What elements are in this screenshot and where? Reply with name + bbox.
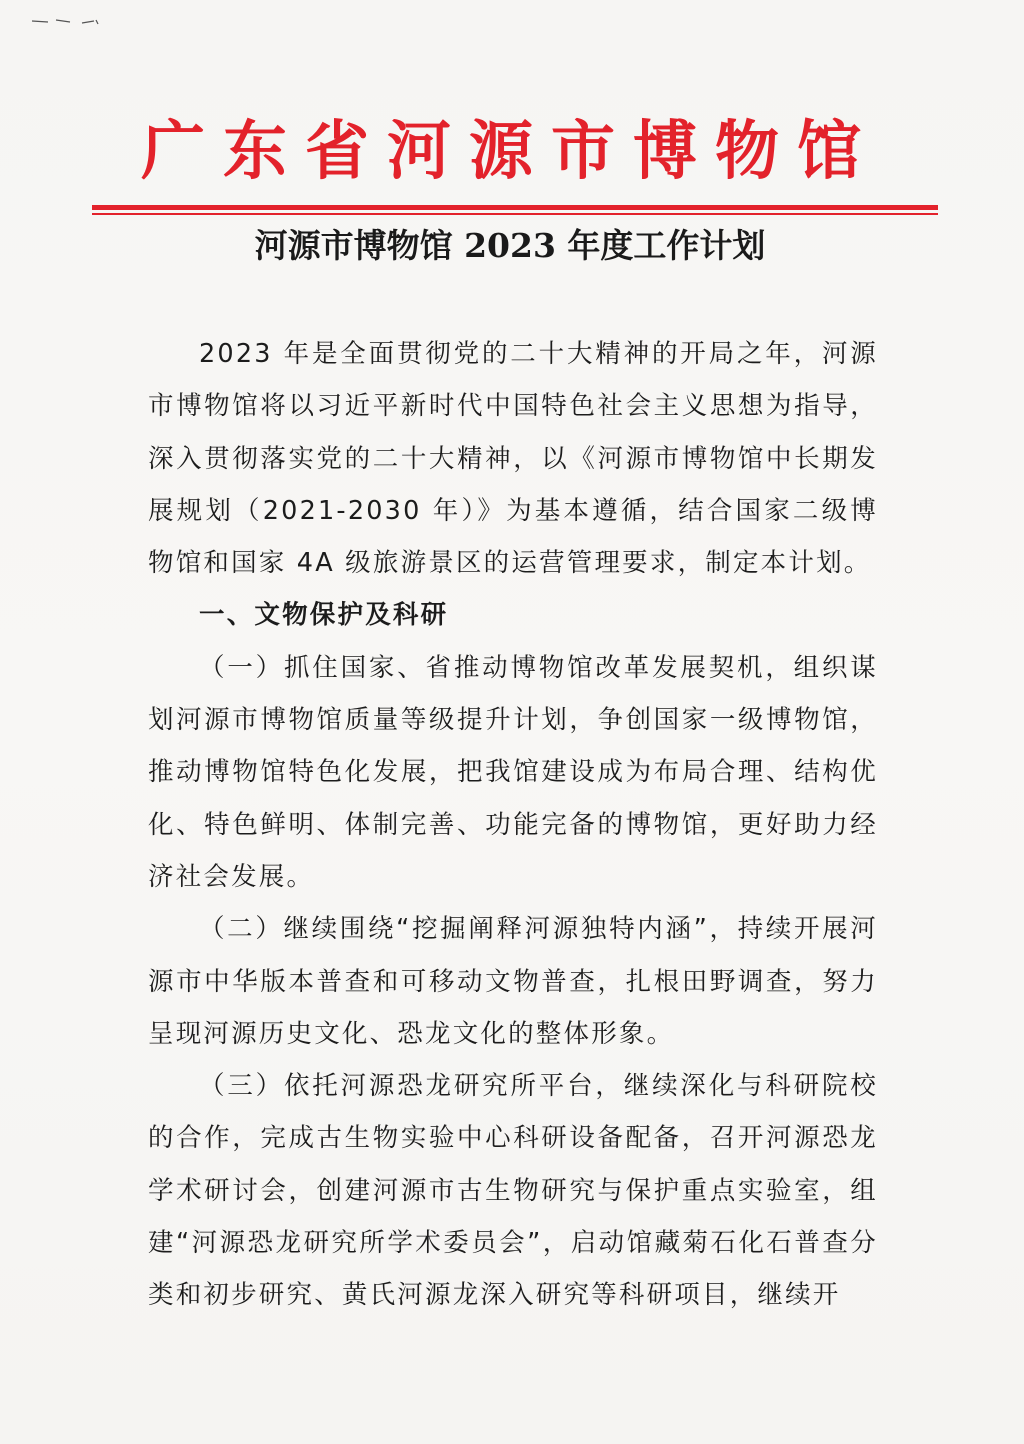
intro-paragraph: 2023 年是全面贯彻党的二十大精神的开局之年，河源市博物馆将以习近平新时代中国特色社会主义思想为指导，深入贯彻落实党的二十大精神，以《河源市博物馆中长期发展规划（2021-2030 年）》为基本遵循，结合国家二级博物馆和国家 4A 级旅游景区的运营管理要求，制定本计划。 xyxy=(148,339,878,579)
document-title: 河源市博物馆 2023 年度工作计划 xyxy=(254,226,766,265)
masthead-org-name: 广东省河源市博物馆 xyxy=(141,114,879,189)
item-paragraph-1: （一）抓住国家、省推动博物馆改革发展契机，组织谋划河源市博物馆质量等级提升计划，争创国家一级博物馆，推动博物馆特色化发展，把我馆建设成为布局合理、结构优化、特色鲜明、体制完善、功能完备的博物馆，更好助力经济社会发展。 xyxy=(148,652,878,892)
masthead-rule-thin xyxy=(92,213,938,215)
item-paragraph-2: （二）继续围绕“挖掘阐释河源独特内涵”，持续开展河源市中华版本普查和可移动文物普查，扎根田野调查，努力呈现河源历史文化、恐龙文化的整体形象。 xyxy=(148,914,878,1049)
section-heading: 一、文物保护及科研 xyxy=(199,600,449,631)
item-paragraph-3: （三）依托河源恐龙研究所平台，继续深化与科研院校的合作，完成古生物实验中心科研设备配备，召开河源恐龙学术研讨会，创建河源市古生物研究与保护重点实验室，组建“河源恐龙研究所学术委员会”，启动馆藏菊石化石普查分类和初步研究、黄氏河源龙深入研究等科研项目，继续开 xyxy=(148,1071,878,1311)
masthead-rule-thick xyxy=(92,205,938,210)
scan-mark-icon xyxy=(30,18,100,26)
document-body xyxy=(148,328,878,1322)
